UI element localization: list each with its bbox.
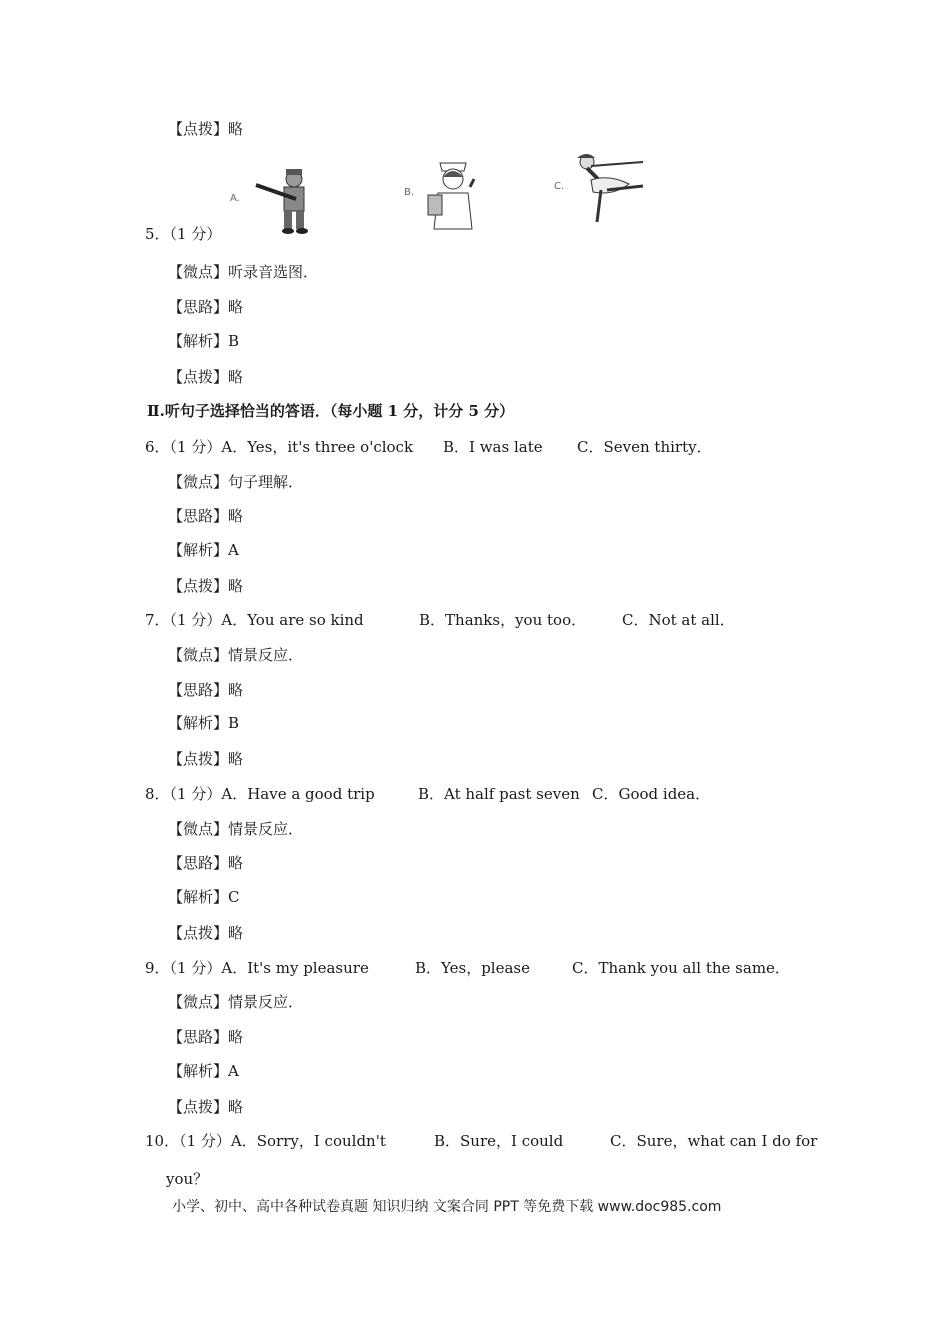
pic-a-label: A. bbox=[230, 193, 240, 204]
question-row bbox=[145, 958, 369, 978]
silu: 【思路】略 bbox=[168, 854, 244, 872]
option-b: B．Yes，please bbox=[415, 959, 530, 977]
question-number: 7．（1 分） bbox=[145, 611, 222, 629]
section-title: Ⅱ.听句子选择恰当的答语．（每小题 1 分，计分 5 分） bbox=[147, 402, 515, 420]
weidian: 【微点】情景反应． bbox=[168, 993, 304, 1011]
option-a: A．Have a good trip bbox=[221, 785, 375, 803]
option-c: C．Good idea． bbox=[592, 785, 711, 803]
option-b: B．Sure，I could bbox=[434, 1132, 564, 1150]
q5-weidian: 【微点】听录音选图． bbox=[168, 263, 319, 281]
weidian: 【微点】情景反应． bbox=[168, 820, 304, 838]
jiexi: 【解析】A bbox=[168, 541, 239, 559]
question-row bbox=[145, 437, 413, 457]
question-number: 8．（1 分） bbox=[145, 785, 222, 803]
weidian: 【微点】情景反应． bbox=[168, 646, 304, 664]
soldier-image bbox=[252, 165, 322, 239]
option-a: A．Yes，it's three o'clock bbox=[221, 438, 414, 456]
jiexi: 【解析】C bbox=[168, 888, 240, 906]
question-row bbox=[145, 610, 364, 630]
option-c: C．Not at all． bbox=[622, 611, 735, 629]
option-a: A．Sorry，I couldn't bbox=[230, 1132, 386, 1150]
q5-jiexi: 【解析】B bbox=[168, 332, 240, 350]
question-number: 10．（1 分） bbox=[145, 1132, 231, 1150]
option-b: B．I was late bbox=[443, 438, 543, 456]
silu: 【思路】略 bbox=[168, 507, 244, 525]
dianbo: 【点拨】略 bbox=[168, 577, 244, 595]
top-dianbo: 【点拨】略 bbox=[168, 120, 244, 138]
option-c: C．Thank you all the same． bbox=[572, 959, 790, 977]
q5-dianbo: 【点拨】略 bbox=[168, 368, 244, 386]
footer-text: 小学、初中、高中各种试卷真题 知识归纳 文案合同 PPT 等免费下载 www.doc985.com bbox=[172, 1199, 722, 1215]
dianbo: 【点拨】略 bbox=[168, 1098, 244, 1116]
option-c: C．Seven thirty． bbox=[577, 438, 712, 456]
pic-c-label: C. bbox=[554, 181, 565, 192]
question-row bbox=[145, 1131, 386, 1151]
pic-b-label: B. bbox=[404, 187, 415, 198]
question-number: 6．（1 分） bbox=[145, 438, 222, 456]
option-c: C．Sure，what can I do for bbox=[610, 1132, 818, 1150]
dianbo: 【点拨】略 bbox=[168, 750, 244, 768]
silu: 【思路】略 bbox=[168, 681, 244, 699]
dianbo: 【点拨】略 bbox=[168, 924, 244, 942]
q5-silu: 【思路】略 bbox=[168, 298, 244, 316]
option-c-continued: you？ bbox=[166, 1170, 209, 1188]
question-number: 9．（1 分） bbox=[145, 959, 222, 977]
question-row bbox=[145, 784, 375, 804]
weidian: 【微点】句子理解． bbox=[168, 473, 304, 491]
nurse-image bbox=[422, 157, 484, 235]
jiexi: 【解析】A bbox=[168, 1062, 239, 1080]
q5-head: 5．（1 分） bbox=[145, 225, 222, 243]
silu: 【思路】略 bbox=[168, 1028, 244, 1046]
option-a: A．It's my pleasure bbox=[221, 959, 369, 977]
ballerina-image bbox=[573, 152, 651, 232]
option-b: B．Thanks，you too． bbox=[419, 611, 587, 629]
jiexi: 【解析】B bbox=[168, 714, 240, 732]
option-a: A．You are so kind bbox=[221, 611, 364, 629]
option-b: B．At half past seven bbox=[418, 785, 580, 803]
